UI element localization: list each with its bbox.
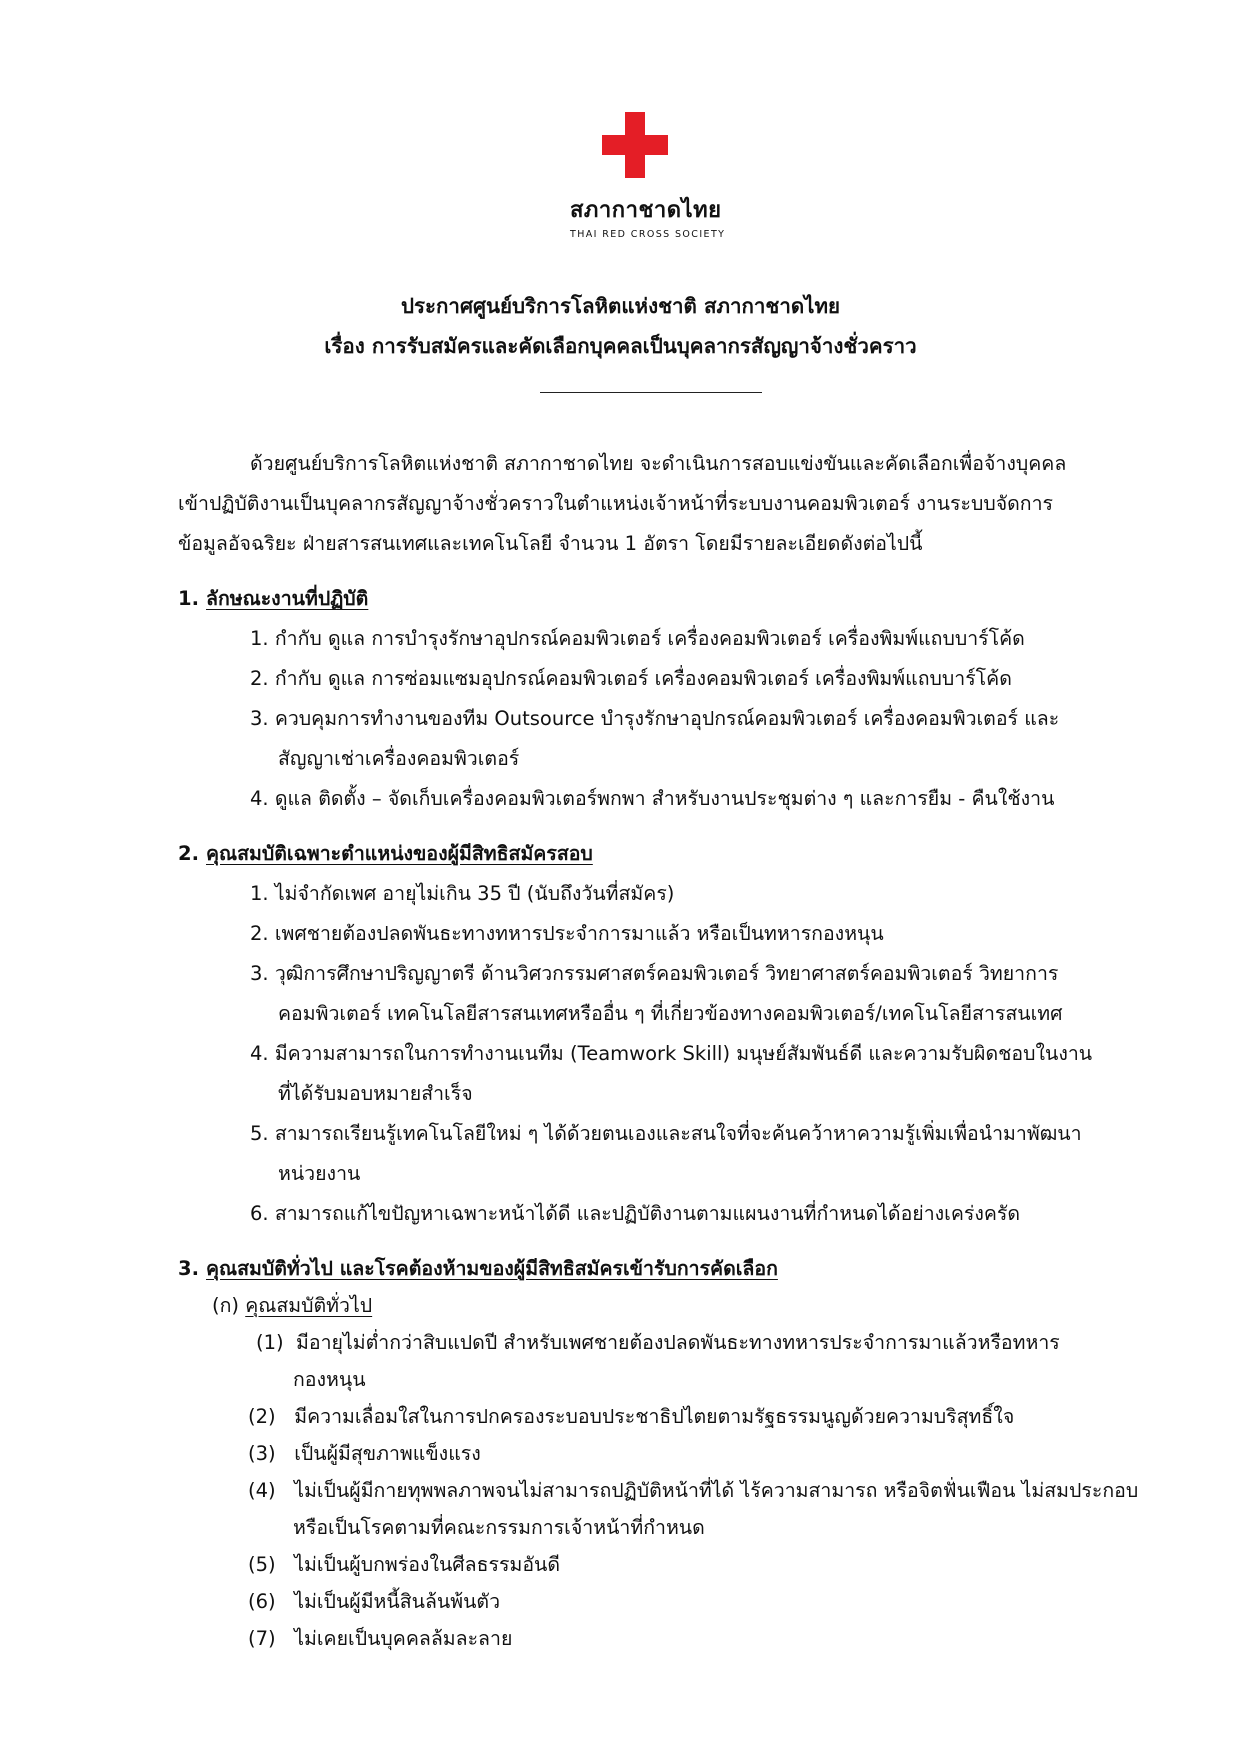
org-name-english: THAI RED CROSS SOCIETY [570,229,726,240]
section-heading [178,838,593,869]
org-name-thai: สภากาชาดไทย [570,198,722,223]
list-item: (5) ไม่เป็นผู้บกพร่องในศีลธรรมอันดี [248,1553,561,1576]
list-item-continuation: หรือเป็นโรคตามที่คณะกรรมการเจ้าหน้าที่กำหนด [293,1516,705,1539]
section-heading [178,583,368,614]
list-item: (3) เป็นผู้มีสุขภาพแข็งแรง [248,1442,481,1465]
list-item-continuation: คอมพิวเตอร์ เทคโนโลยีสารสนเทศหรืออื่น ๆ ที่เกี่ยวข้องทางคอมพิวเตอร์/เทคโนโลยีสารสนเทศ [278,1002,1063,1025]
list-item: 3. ควบคุมการทำงานของทีม Outsource บำรุงรักษาอุปกรณ์คอมพิวเตอร์ เครื่องคอมพิวเตอร์ และ [250,707,1060,730]
section-number: 1. [178,587,199,610]
red-cross-icon [602,112,668,178]
title-divider [540,392,762,393]
list-item: (7) ไม่เคยเป็นบุคคลล้มละลาย [248,1627,513,1650]
section-title: ลักษณะงานที่ปฏิบัติ [206,587,369,610]
list-item: 6. สามารถแก้ไขปัญหาเฉพาะหน้าได้ดี และปฏิบัติงานตามแผนงานที่กำหนดได้อย่างเคร่งครัด [250,1202,1021,1225]
list-item: 1. ไม่จำกัดเพศ อายุไม่เกิน 35 ปี (นับถึงวันที่สมัคร) [250,882,675,905]
list-item: 3. วุฒิการศึกษาปริญญาตรี ด้านวิศวกรรมศาสตร์คอมพิวเตอร์ วิทยาศาสตร์คอมพิวเตอร์ วิทยาการ [250,962,1059,985]
list-item: 2. เพศชายต้องปลดพันธะทางทหารประจำการมาแล้ว หรือเป็นทหารกองหนุน [250,922,884,945]
subsection-heading [212,1290,372,1321]
list-item: 2. กำกับ ดูแล การซ่อมแซมอุปกรณ์คอมพิวเตอร์ เครื่องคอมพิวเตอร์ เครื่องพิมพ์แถบบาร์โค้ด [250,667,1012,690]
subsection-title: คุณสมบัติทั่วไป [245,1294,373,1317]
intro-line: ด้วยศูนย์บริการโลหิตแห่งชาติ สภากาชาดไทย จะดำเนินการสอบแข่งขันและคัดเลือกเพื่อจ้างบุคคล [250,452,1067,475]
list-item-continuation: กองหนุน [293,1368,366,1391]
section-title: คุณสมบัติทั่วไป และโรคต้องห้ามของผู้มีสิทธิสมัครเข้ารับการคัดเลือก [206,1257,778,1280]
section-title: คุณสมบัติเฉพาะตำแหน่งของผู้มีสิทธิสมัครสอบ [206,842,593,865]
list-item: 4. ดูแล ติดตั้ง – จัดเก็บเครื่องคอมพิวเตอร์พกพา สำหรับงานประชุมต่าง ๆ และการยืม - คืนใช้งาน [250,787,1055,810]
list-item: (1) มีอายุไม่ต่ำกว่าสิบแปดปี สำหรับเพศชายต้องปลดพันธะทางทหารประจำการมาแล้วหรือทหาร [256,1331,1060,1354]
list-item: 4. มีความสามารถในการทำงานเนทีม (Teamwork Skill) มนุษย์สัมพันธ์ดี และความรับผิดชอบในงาน [250,1042,1093,1065]
announcement-title: ประกาศศูนย์บริการโลหิตแห่งชาติ สภากาชาดไทย [400,294,840,318]
section-number: 3. [178,1257,199,1280]
section-heading [178,1253,778,1284]
list-item: 5. สามารถเรียนรู้เทคโนโลยีใหม่ ๆ ได้ด้วยตนเองและสนใจที่จะค้นคว้าหาความรู้เพิ่มเพื่อนำมาพัฒนา [250,1122,1082,1145]
announcement-subject: เรื่อง การรับสมัครและคัดเลือกบุคคลเป็นบุคลากรสัญญาจ้างชั่วคราว [324,334,917,358]
thai-red-cross-logo [570,112,726,240]
list-item: 1. กำกับ ดูแล การบำรุงรักษาอุปกรณ์คอมพิวเตอร์ เครื่องคอมพิวเตอร์ เครื่องพิมพ์แถบบาร์โค้ด [250,627,1025,650]
subsection-label: (ก) [212,1294,240,1317]
list-item: (6) ไม่เป็นผู้มีหนี้สินล้นพ้นตัว [248,1590,501,1613]
intro-line: เข้าปฏิบัติงานเป็นบุคลากรสัญญาจ้างชั่วคราวในตำแหน่งเจ้าหน้าที่ระบบงานคอมพิวเตอร์ งานระบบจัดการ [178,492,1054,515]
list-item-continuation: ที่ได้รับมอบหมายสำเร็จ [278,1082,473,1105]
list-item-continuation: หน่วยงาน [278,1162,361,1185]
list-item-continuation: สัญญาเช่าเครื่องคอมพิวเตอร์ [278,747,520,770]
list-item: (2) มีความเลื่อมใสในการปกครองระบอบประชาธิปไตยตามรัฐธรรมนูญด้วยความบริสุทธิ์ใจ [248,1405,1015,1428]
list-item: (4) ไม่เป็นผู้มีกายทุพพลภาพจนไม่สามารถปฏิบัติหน้าที่ได้ ไร้ความสามารถ หรือจิตฟั่นเฟือน ไม่สมประกอบ [248,1479,1139,1502]
intro-line: ข้อมูลอัจฉริยะ ฝ่ายสารสนเทศและเทคโนโลยี จำนวน 1 อัตรา โดยมีรายละเอียดดังต่อไปนี้ [178,532,923,555]
section-number: 2. [178,842,199,865]
